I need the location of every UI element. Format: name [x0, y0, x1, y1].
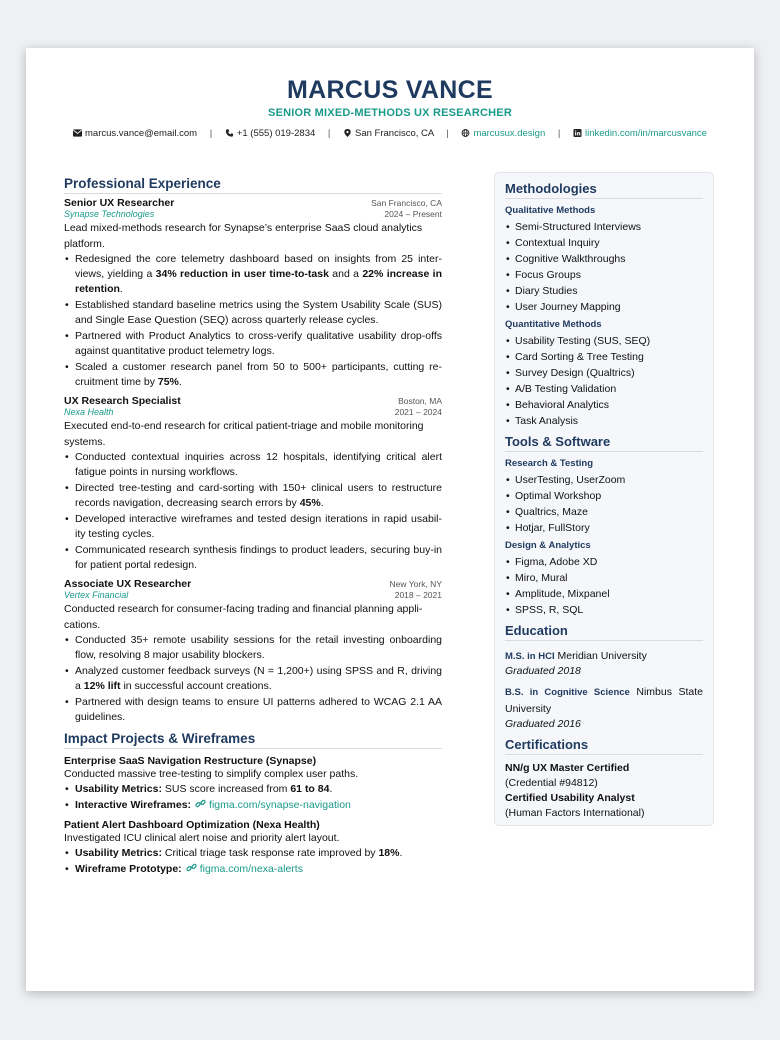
job-title: UX Research Specialist [64, 395, 181, 407]
method-item: • Task Analysis [505, 413, 703, 429]
highlight-text: 75% [157, 376, 179, 388]
job-bullet [64, 481, 442, 511]
job-bullet [64, 695, 442, 725]
bullet-text: Directed tree-testing and card-sorting with 150+ clinical users to restructure records navigation, decreasing search errors by [75, 482, 442, 509]
bullet-text: Communicated research synthesis findings to product leaders, securing buy-in for patient portal redesign. [75, 544, 442, 571]
quantitative-methods-list [505, 333, 703, 429]
tool-item: • Qualtrics, Maze [505, 504, 703, 520]
project-description: Conducted massive tree-testing to simplify complex user paths. [64, 768, 359, 780]
design-tools-heading: Design & Analytics [505, 540, 591, 551]
job-title: Associate UX Researcher [64, 578, 192, 590]
projects-list [64, 755, 442, 877]
project-link[interactable]: figma.com/nexa-alerts [199, 863, 303, 875]
method-item: • User Journey Mapping [505, 299, 703, 315]
link-label: Interactive Wireframes: [75, 799, 192, 811]
metric-end: . [329, 783, 333, 795]
linkedin-icon [573, 129, 582, 137]
method-item: • Focus Groups [505, 267, 703, 283]
job-summary: Executed end-to-end research for critical patient-triage and mobile monitoring systems. [64, 420, 424, 448]
project-description: Investigated ICU clinical alert noise and priority alert layout. [64, 832, 340, 844]
education-list [505, 647, 703, 732]
link-label: Wireframe Prototype: [75, 863, 182, 875]
tool-item: • Miro, Mural [505, 570, 703, 586]
tool-item: • UserTesting, UserZoom [505, 472, 703, 488]
job-company: Nexa Health [64, 407, 114, 417]
sidebar-heading-tools: Tools & Software [505, 434, 703, 452]
bullet-text: Conducted contextual inquiries across 12 hospitals, identifying critical alert fatigue points in nursing workflows. [75, 451, 442, 478]
metric-value: 61 to 84 [290, 783, 330, 795]
project-link-row [64, 798, 442, 813]
qualitative-methods-heading: Qualitative Methods [505, 205, 596, 216]
job-entry [64, 578, 442, 725]
quantitative-methods-heading: Quantitative Methods [505, 319, 602, 330]
project-link-row [64, 862, 442, 877]
bullet-text: Established standard baseline metrics using the System Usability Scale (SUS) and Single Ease Question (SEQ) across quarterly release cycles. [75, 299, 442, 326]
project-metric [64, 782, 442, 797]
contact-email[interactable]: marcus.vance@email.com [85, 128, 198, 139]
method-item: • Usability Testing (SUS, SEQ) [505, 333, 703, 349]
job-company: Vertex Financial [64, 590, 129, 600]
method-item: • Survey Design (Qualtrics) [505, 365, 703, 381]
project-metric [64, 846, 442, 861]
research-tools-heading: Research & Testing [505, 458, 593, 469]
education-degree-line [505, 647, 703, 664]
job-location: San Francisco, CA [371, 198, 442, 208]
job-bullet [64, 633, 442, 663]
job-dates: 2024 – Present [384, 209, 442, 219]
tool-item: • Hotjar, FullStory [505, 520, 703, 536]
contact-separator: | [327, 128, 331, 139]
method-item: • Cognitive Walkthroughs [505, 251, 703, 267]
job-bullet [64, 329, 442, 359]
experience-list [64, 197, 442, 725]
job-bullet [64, 664, 442, 694]
bullet-text: in successful account creations. [120, 680, 272, 692]
section-heading-experience: Professional Experience [64, 176, 442, 194]
certification-name: Certified Usability Analyst [505, 792, 635, 804]
location-pin-icon [343, 129, 352, 137]
job-dates: 2018 – 2021 [394, 590, 442, 600]
job-summary: Lead mixed-methods research for Synapse’s enterprise SaaS cloud analytics platform. [64, 222, 423, 250]
certifications-list [505, 761, 703, 821]
candidate-name: MARCUS VANCE [287, 76, 493, 104]
highlight-text: 22% increase in retention [75, 268, 442, 295]
contact-phone: +1 (555) 019-2834 [236, 128, 316, 139]
job-bullets [64, 633, 442, 725]
job-title: Senior UX Researcher [64, 197, 175, 209]
tool-item: • Optimal Workshop [505, 488, 703, 504]
phone-icon [225, 129, 234, 137]
school-name: Meridian University [554, 650, 647, 662]
highlight-text: 12% lift [83, 680, 121, 692]
metric-value: 18% [378, 847, 400, 859]
globe-icon [461, 129, 470, 137]
tool-item: • Figma, Adobe XD [505, 554, 703, 570]
job-location: New York, NY [389, 579, 442, 589]
school-name: Nimbus State University [505, 686, 703, 715]
job-summary: Conducted research for consumer-facing trading and financial planning appli-cations. [64, 603, 423, 631]
bullet-text: Conducted 35+ remote usability sessions for the retail investing onboarding flow, resolving 8 major usability blockers. [75, 634, 442, 661]
method-item: • Behavioral Analytics [505, 397, 703, 413]
bullet-text: . [119, 283, 123, 295]
tool-item: • SPSS, R, SQL [505, 602, 703, 618]
job-entry [64, 197, 442, 390]
design-tools-list [505, 554, 703, 618]
job-bullet [64, 543, 442, 573]
bullet-text: Partnered with design teams to ensure UI patterns adhered to WCAG 2.1 AA guidelines. [75, 696, 442, 723]
tool-item: • Amplitude, Mixpanel [505, 586, 703, 602]
job-bullet [64, 512, 442, 542]
education-entry [505, 683, 703, 732]
job-meta-row [64, 209, 442, 219]
contact-bar [26, 128, 754, 139]
job-header-row [64, 395, 442, 407]
bullet-text: Developed interactive wireframes and tested design iterations in rapid usabil-ity testing cycles. [75, 513, 442, 540]
degree-name: B.S. in Cognitive Science [505, 687, 630, 698]
certification-name: NN/g UX Master Certified [505, 762, 630, 774]
highlight-text: 45% [299, 497, 321, 509]
sidebar-heading-methodologies: Methodologies [505, 181, 703, 199]
metric-text: SUS score increased from [161, 783, 291, 795]
section-heading-projects: Impact Projects & Wireframes [64, 731, 442, 749]
method-item: • A/B Testing Validation [505, 381, 703, 397]
graduation-year: Graduated 2018 [505, 665, 581, 677]
certification-detail: (Credential #94812) [505, 777, 598, 789]
job-header-row [64, 197, 442, 209]
job-bullet [64, 252, 442, 297]
education-degree-line [505, 683, 703, 717]
sidebar-heading-education: Education [505, 623, 703, 641]
job-company: Synapse Technologies [64, 209, 155, 219]
sidebar [494, 172, 714, 826]
metric-label: Usability Metrics: [75, 783, 162, 795]
project-bullets [64, 782, 442, 813]
bullet-text: and a [328, 268, 363, 280]
job-header-row [64, 578, 442, 590]
job-dates: 2021 – 2024 [394, 407, 442, 417]
bullet-text: Analyzed customer feedback surveys (N = 1,200+) using SPSS and R, driving a [75, 665, 442, 692]
bullet-text: Partnered with Product Analytics to cross-verify qualitative usability drop-offs against quantitative product telemetry logs. [75, 330, 442, 357]
link-icon [195, 798, 206, 809]
degree-name: M.S. in HCI [505, 651, 555, 662]
method-item: • Contextual Inquiry [505, 235, 703, 251]
method-item: • Card Sorting & Tree Testing [505, 349, 703, 365]
contact-location: San Francisco, CA [355, 128, 434, 139]
metric-text: Critical triage task response rate improved by [161, 847, 379, 859]
job-bullet [64, 298, 442, 328]
project-title: Patient Alert Dashboard Optimization (Nexa Health) [64, 819, 320, 831]
certification-detail: (Human Factors International) [505, 807, 645, 819]
sidebar-heading-certifications: Certifications [505, 737, 703, 755]
resume-page [26, 48, 754, 991]
contact-separator: | [209, 128, 213, 139]
bullet-text: Redesigned the core telemetry dashboard based on insights from 25 inter-views, yielding a [75, 253, 442, 280]
job-meta-row [64, 407, 442, 417]
email-icon [73, 129, 82, 137]
contact-linkedin-link[interactable]: linkedin.com/in/marcusvance [585, 128, 707, 139]
bullet-text: . [178, 376, 182, 388]
qualitative-methods-list [505, 219, 703, 315]
bullet-text: Scaled a customer research panel from 50 to 500+ participants, cutting re-cruitment time by [75, 361, 442, 388]
job-meta-row [64, 590, 442, 600]
job-bullets [64, 252, 442, 390]
contact-separator: | [557, 128, 561, 139]
job-entry [64, 395, 442, 573]
contact-website-link[interactable]: marcusux.design [473, 128, 546, 139]
research-tools-list [505, 472, 703, 536]
main-column [64, 176, 442, 878]
job-bullet [64, 360, 442, 390]
metric-end: . [399, 847, 403, 859]
education-entry [505, 647, 703, 679]
project-link[interactable]: figma.com/synapse-navigation [209, 799, 351, 811]
link-icon [186, 862, 197, 873]
method-item: • Diary Studies [505, 283, 703, 299]
project-bullets [64, 846, 442, 877]
highlight-text: 34% reduction in user time-to-task [155, 268, 329, 280]
method-item: • Semi-Structured Interviews [505, 219, 703, 235]
project-title: Enterprise SaaS Navigation Restructure (Synapse) [64, 755, 317, 767]
job-location: Boston, MA [398, 396, 442, 406]
candidate-title: SENIOR MIXED-METHODS UX RESEARCHER [268, 107, 512, 119]
contact-separator: | [446, 128, 449, 139]
job-bullets [64, 450, 442, 573]
graduation-year: Graduated 2016 [505, 718, 581, 730]
job-bullet [64, 450, 442, 480]
bullet-text: . [320, 497, 324, 509]
metric-label: Usability Metrics: [75, 847, 162, 859]
